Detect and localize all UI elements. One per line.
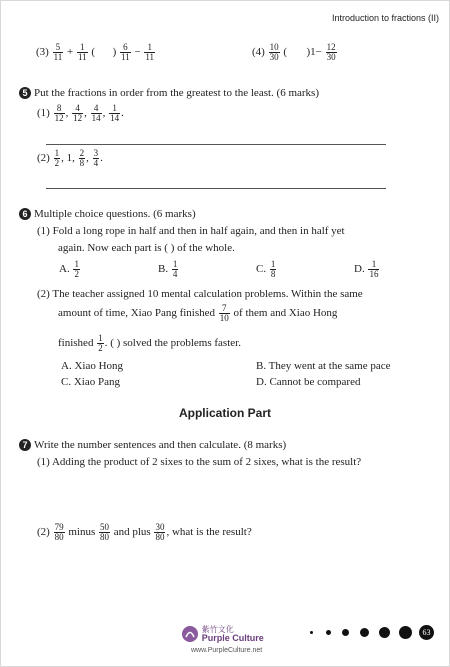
- question-number-badge: 7: [19, 439, 31, 451]
- fraction: $\frac{10}{30}$: [269, 42, 279, 62]
- q5-heading: 5 Put the fractions in order from the greatest to the least. (6 marks): [19, 87, 319, 99]
- decorative-dot: [310, 631, 313, 634]
- q6-option-c[interactable]: C. $\frac{1}{8}$: [256, 259, 276, 279]
- fraction: $\frac{7}{10}$: [219, 303, 229, 323]
- q6-part-2-line-1: (2) The teacher assigned 10 mental calculation problems. Within the same: [37, 288, 363, 300]
- decorative-dot: [360, 628, 369, 637]
- q7-part-1: (1) Adding the product of 2 sixes to the sum of 2 sixes, what is the result?: [37, 456, 362, 468]
- running-header: Introduction to fractions (II): [332, 13, 440, 23]
- fraction: $\frac{12}{30}$: [326, 42, 336, 62]
- decorative-dot: [379, 627, 390, 638]
- fraction: $\frac{1}{11}$: [77, 42, 87, 62]
- fraction: $\frac{4}{14}$: [91, 103, 101, 123]
- fraction: $\frac{1}{8}$: [270, 259, 276, 279]
- fraction: $\frac{30}{80}$: [155, 522, 165, 542]
- q6-option-d[interactable]: D. Cannot be compared: [256, 376, 361, 388]
- publisher-logo: 紫竹文化 Purple Culture: [181, 625, 264, 643]
- fraction: $\frac{8}{12}$: [54, 103, 64, 123]
- fraction: $\frac{1}{4}$: [172, 259, 178, 279]
- fraction: $\frac{50}{80}$: [99, 522, 109, 542]
- fraction: $\frac{1}{2}$: [54, 148, 60, 168]
- answer-line[interactable]: [46, 188, 386, 189]
- fraction: $\frac{2}{8}$: [79, 148, 85, 168]
- q6-part-1-line-1: (1) Fold a long rope in half and then in half again, and then in half yet: [37, 225, 345, 237]
- q6-option-c[interactable]: C. Xiao Pang: [61, 376, 120, 388]
- fraction: $\frac{3}{4}$: [93, 148, 99, 168]
- q6-part-1-line-2: again. Now each part is ( ) of the whole.: [58, 242, 235, 254]
- q5-part-1: (1) $\frac{8}{12}$ , $\frac{4}{12}$ , $\frac{4}{14}$ , $\frac{1}{14}$ .: [37, 103, 124, 123]
- q5-part-2: (2) $\frac{1}{2}$ , 1, $\frac{2}{8}$ , $\frac{3}{4}$ .: [37, 148, 103, 168]
- section-title: Application Part: [178, 406, 271, 420]
- page-number: 63: [419, 625, 434, 640]
- question-number-badge: 6: [19, 208, 31, 220]
- answer-line[interactable]: [46, 144, 386, 145]
- q6-part-2-line-3: finished $\frac{1}{2}$ . ( ) solved the problems faster.: [58, 333, 241, 353]
- q6-option-b[interactable]: B. $\frac{1}{4}$: [158, 259, 178, 279]
- q4-item-4: (4) $\frac{10}{30}$ ( )1− $\frac{12}{30}$: [252, 42, 336, 62]
- purple-culture-logo-icon: [181, 625, 199, 643]
- fraction: $\frac{4}{12}$: [73, 103, 83, 123]
- fraction: $\frac{1}{14}$: [110, 103, 120, 123]
- decorative-dot: [326, 630, 331, 635]
- q7-part-2: (2) $\frac{79}{80}$ minus $\frac{50}{80}$ and plus $\frac{30}{80}$ , what is the result?: [37, 522, 252, 542]
- fraction: $\frac{5}{11}$: [53, 42, 63, 62]
- fraction: $\frac{1}{16}$: [369, 259, 379, 279]
- fraction: $\frac{1}{2}$: [98, 333, 103, 353]
- q4-item-3: (3) $\frac{5}{11}$ + $\frac{1}{11}$ ( ) $\frac{6}{11}$ − $\frac{1}{11}$: [36, 42, 155, 62]
- fraction: $\frac{1}{2}$: [74, 259, 79, 279]
- q6-option-a[interactable]: A. $\frac{1}{2}$: [59, 259, 79, 279]
- publisher-url[interactable]: www.PurpleCulture.net: [191, 647, 263, 654]
- q6-option-b[interactable]: B. They went at the same pace: [256, 360, 391, 372]
- q7-heading: 7 Write the number sentences and then calculate. (8 marks): [19, 439, 286, 451]
- question-number-badge: 5: [19, 87, 31, 99]
- fraction: $\frac{1}{11}$: [145, 42, 155, 62]
- fraction: $\frac{6}{11}$: [120, 42, 130, 62]
- decorative-dot: [399, 626, 412, 639]
- decorative-dot: [342, 629, 349, 636]
- fraction: $\frac{79}{80}$: [54, 522, 64, 542]
- q6-heading: 6 Multiple choice questions. (6 marks): [19, 208, 196, 220]
- q6-option-d[interactable]: D. $\frac{1}{16}$: [354, 259, 379, 279]
- q6-part-2-line-2: amount of time, Xiao Pang finished $\frac{7}{10}$ of them and Xiao Hong: [58, 303, 338, 323]
- q6-option-a[interactable]: A. Xiao Hong: [61, 360, 124, 372]
